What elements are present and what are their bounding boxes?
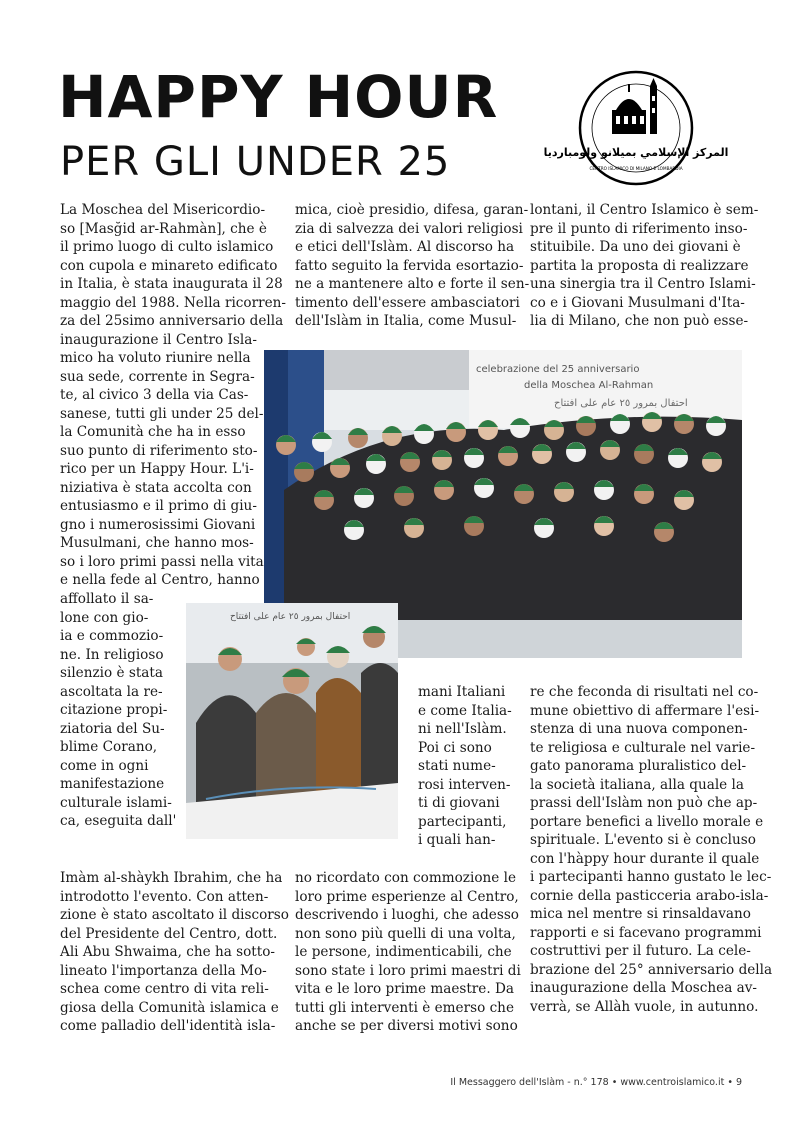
text-line: co e i Giovani Musulmani d'Ita- (530, 294, 745, 311)
text-line: del Presidente del Centro, dott. (60, 925, 278, 942)
cake-photo (186, 603, 398, 839)
text-line: affollato il sa- (60, 591, 154, 607)
text-line: sanese, tutti gli under 25 del- (60, 405, 264, 422)
svg-text:المركز الإسلامي بميلانو ولومبا: المركز الإسلامي بميلانو ولومبارديا (543, 146, 729, 159)
text-line: spirituale. L'evento si è concluso (530, 832, 756, 848)
text-line: il primo luogo di culto islamico (60, 239, 274, 255)
text-line: citazione propi- (60, 702, 168, 718)
text-line: suo punto di riferimento sto- (60, 442, 258, 459)
svg-text:احتفال بمرور ٢٥ عام على افتتاح: احتفال بمرور ٢٥ عام على افتتاح (230, 612, 351, 622)
text-line: mica, cioè presidio, difesa, garan- (295, 202, 529, 218)
text-line: so [Masğid ar-Rahmàn], che è (60, 220, 267, 237)
text-line: mune obiettivo di affermare l'esi- (530, 702, 760, 719)
text-line: culturale islami- (60, 794, 172, 811)
text-line: Musulmani, che hanno mos- (60, 535, 254, 551)
text-line: ti di giovani (418, 795, 500, 811)
text-line: silenzio è stata (60, 665, 163, 681)
article-title: HAPPY HOUR (58, 63, 499, 131)
text-line: loro prime esperienze al Centro, (295, 888, 519, 905)
article-subtitle: PER GLI UNDER 25 (60, 139, 451, 185)
text-line: gato panorama pluralistico del- (530, 758, 747, 774)
text-line: stenza di una nuova componen- (530, 721, 748, 737)
text-line: zia di salvezza dei valori religiosi (295, 220, 523, 237)
text-line: con l'hàppy hour durante il quale (530, 850, 760, 867)
text-line: stati nume- (418, 758, 496, 774)
text-line: anche se per diversi motivi sono (295, 1018, 518, 1034)
text-line: la società italiana, alla quale la (530, 776, 744, 793)
text-line: giosa della Comunità islamica e (60, 999, 279, 1016)
text-line: introdotto l'evento. Con atten- (60, 888, 269, 905)
text-line: lontani, il Centro Islamico è sem- (530, 202, 759, 218)
text-line: timento dell'essere ambasciatori (295, 294, 520, 311)
text-line: mica nel mentre si rinsaldavano (530, 906, 751, 922)
text-line: ne. In religioso (60, 646, 164, 663)
text-line: i quali han- (418, 832, 496, 848)
text-line: come palladio dell'identità isla- (60, 1018, 276, 1034)
text-line: rapporti e si facevano programmi (530, 924, 762, 941)
text-line: re che feconda di risultati nel co- (530, 684, 759, 700)
text-line: so i loro primi passi nella vita (60, 553, 264, 570)
text-line: te, al civico 3 della via Cas- (60, 387, 249, 403)
text-line: ziatoria del Su- (60, 720, 165, 737)
text-line: stituibile. Da uno dei giovani è (530, 239, 741, 255)
text-line: te religiosa e culturale nel varie- (530, 739, 756, 756)
text-line: rosi interven- (418, 776, 511, 793)
text-line: una sinergia tra il Centro Islami- (530, 276, 756, 292)
text-line: descrivendo i luoghi, che adesso (295, 907, 519, 923)
text-line: no ricordato con commozione le (295, 870, 517, 886)
text-line: entusiasmo e il primo di giu- (60, 498, 257, 514)
text-line: gno i numerosissimi Giovani (60, 516, 256, 533)
text-line: dell'Islàm in Italia, come Musul- (295, 313, 517, 329)
text-line: rico per un Happy Hour. L'i- (60, 461, 254, 477)
text-line: portare benefici a livello morale e (530, 813, 764, 830)
text-line: lone con gio- (60, 609, 149, 626)
svg-text:احتفال بمرور ٢٥ عام على افتتاح: احتفال بمرور ٢٥ عام على افتتاح (554, 398, 688, 409)
text-line: costruttivi per il futuro. La cele- (530, 943, 751, 959)
text-line: e come Italia- (418, 702, 512, 719)
text-line: mani Italiani (418, 684, 506, 700)
text-line: za del 25simo anniversario della (60, 313, 284, 329)
text-line: pre il punto di riferimento inso- (530, 220, 748, 237)
text-line: con cupola e minareto edificato (60, 257, 278, 274)
text-line: fatto seguito la fervida esortazio- (295, 257, 524, 274)
text-line: i partecipanti hanno gustato le lec- (530, 869, 772, 885)
text-line: e etici dell'Islàm. Al discorso ha (295, 239, 515, 255)
text-line: inaugurazione il Centro Isla- (60, 331, 257, 348)
text-line: maggio del 1988. Nella ricorren- (60, 294, 286, 311)
text-line: sua sede, corrente in Segra- (60, 368, 255, 385)
text-line: ia e commozio- (60, 628, 164, 644)
text-line: e nella fede al Centro, hanno (60, 572, 260, 588)
centro-islamico-logo (543, 70, 729, 186)
text-line: partecipanti, (418, 813, 507, 830)
text-line: niziativa è stata accolta con (60, 479, 252, 496)
svg-text:della Moschea Al-Rahman: della Moschea Al-Rahman (524, 380, 654, 391)
text-line: vita e le loro prime maestre. Da (295, 981, 515, 997)
text-line: ne a mantenere alto e forte il sen- (295, 276, 530, 292)
text-line: mico ha voluto riunire nella (60, 350, 251, 366)
text-line: inaugurazione della Moschea av- (530, 980, 757, 996)
text-line: partita la proposta di realizzare (530, 257, 749, 274)
text-line: ascoltata la re- (60, 683, 163, 700)
page-footer: Il Messaggero dell'Islàm - n.° 178 • www.centroislamico.it • 9 (450, 1077, 742, 1088)
svg-text:celebrazione del 25 anniversar: celebrazione del 25 anniversario (476, 364, 640, 375)
text-line: cornie della pasticceria arabo-isla- (530, 887, 769, 904)
text-line: Poi ci sono (418, 739, 492, 756)
text-line: manifestazione (60, 776, 165, 792)
text-line: La Moschea del Misericordio- (60, 202, 266, 218)
text-line: Imàm al-shàykh Ibrahim, che ha (60, 870, 283, 886)
text-line: brazione del 25° anniversario della (530, 961, 773, 978)
text-line: lineato l'importanza della Mo- (60, 962, 267, 979)
text-line: Ali Abu Shwaima, che ha sotto- (60, 944, 275, 960)
text-line: la Comunità che ha in esso (60, 424, 246, 440)
text-line: prassi dell'Islàm non può che ap- (530, 795, 758, 811)
text-line: come in ogni (60, 757, 149, 774)
svg-text:CENTRO ISLAMICO DI MILANO E LO: CENTRO ISLAMICO DI MILANO E LOMBARDIA (589, 166, 683, 171)
text-line: sono state i loro primi maestri di (295, 962, 521, 979)
text-line: tutti gli interventi è emerso che (295, 999, 514, 1016)
text-line: schea come centro di vita reli- (60, 981, 269, 997)
text-line: in Italia, è stata inaugurata il 28 (60, 276, 283, 292)
text-line: zione è stato ascoltato il discorso (60, 907, 289, 923)
text-line: le persone, indimenticabili, che (295, 944, 512, 960)
text-line: lia di Milano, che non può esse- (530, 313, 749, 329)
text-line: ni nell'Islàm. (418, 721, 507, 737)
text-line: non sono più quelli di una volta, (295, 925, 516, 942)
text-line: verrà, se Allàh vuole, in autunno. (530, 998, 759, 1015)
text-line: blime Corano, (60, 739, 158, 755)
text-line: ca, eseguita dall' (60, 813, 177, 829)
